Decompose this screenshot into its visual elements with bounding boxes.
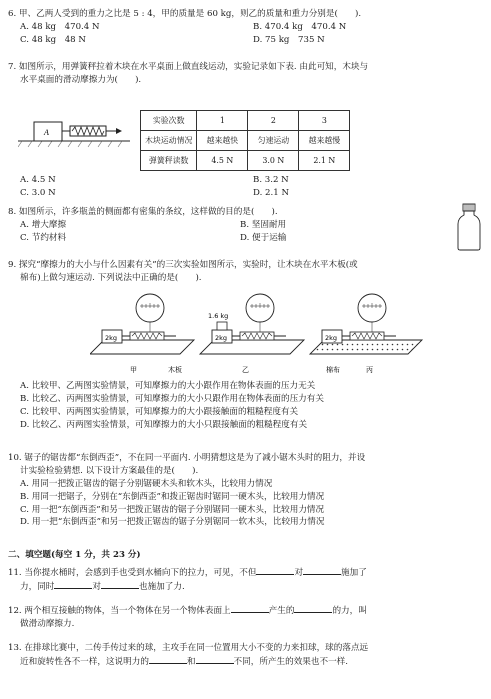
table-row: [141, 151, 350, 171]
mass-label-1: 2kg: [105, 334, 118, 342]
label-bing: 丙: [366, 366, 373, 374]
q6-option-c[interactable]: C. 48 kg 48 N: [20, 34, 86, 45]
question-8: [8, 206, 486, 245]
q12-text: 的力，叫: [332, 606, 367, 616]
question-10: [8, 452, 486, 529]
q12-text: 做滑动摩擦力.: [20, 618, 75, 629]
label-mianbu: 棉布: [326, 366, 340, 374]
table-cell: 木块运动情况: [141, 131, 197, 151]
label-muban: 木板: [168, 366, 182, 374]
q11-blank-1[interactable]: [256, 566, 294, 575]
q7-option-b[interactable]: B. 3.2 N: [253, 175, 289, 185]
question-6-stem: 6. 甲、乙两人受到的重力之比是 5 : 4，甲的质量是 60 kg，则乙的质量和重力分别是( ).: [8, 9, 362, 19]
q10-option-b[interactable]: B. 用同一把锯子，分别在“东倒西歪”和拨正锯齿时锯同一硬木头，比较用力情况: [20, 491, 325, 502]
table-cell: 越来越快: [197, 131, 248, 151]
q9-option-c[interactable]: C. 比较甲、丙两图实验情景，可知摩擦力的大小跟接触面的粗糙程度有关: [20, 406, 299, 417]
question-10-stem-line1: 10. 锯子的锯齿都“东倒西歪”，不在同一平面内. 小明猜想这是为了减小锯木头时的阻力，并设: [8, 453, 366, 463]
section-fill-in-title: 二、填空题(每空 1 分，共 23 分): [8, 550, 141, 560]
table-header: 3: [299, 111, 350, 131]
panel-jia: [90, 294, 194, 374]
question-11: [8, 566, 486, 594]
table-header: 2: [248, 111, 299, 131]
question-13: [8, 642, 486, 669]
panel-yi: [200, 294, 304, 374]
q12-text: 12. 两个相互接触的物体，当一个物体在另一个物体表面上: [8, 606, 231, 616]
label-jia: 甲: [130, 366, 137, 374]
q12-text: 产生的: [268, 606, 295, 616]
table-cell: 弹簧秤读数: [141, 151, 197, 171]
mass-label-3: 2kg: [325, 334, 338, 342]
q6-option-a[interactable]: A. 48 kg 470.4 N: [20, 21, 100, 32]
q11-text: 11. 当你提水桶时，会感到手也受到水桶向下的拉力，可见，不但: [8, 568, 257, 578]
q9-option-d[interactable]: D. 比较乙、丙两图实验情景，可知摩擦力的大小只跟接触面的粗糙程度有关: [20, 419, 308, 430]
q13-blank-2[interactable]: [196, 655, 234, 664]
q11-blank-3[interactable]: [54, 580, 92, 589]
q8-option-a[interactable]: A. 增大摩擦: [20, 219, 67, 230]
mass-label-2: 2kg: [215, 334, 228, 342]
table-cell: 4.5 N: [197, 151, 248, 171]
table-row: [141, 131, 350, 151]
question-9: [8, 259, 486, 285]
question-12: [8, 604, 486, 631]
q10-option-a[interactable]: A. 用同一把拨正锯齿的锯子分别锯硬木头和软木头，比较用力情况: [20, 478, 273, 489]
q11-text: 也施加了力.: [139, 581, 185, 592]
q13-text: 13. 在排球比赛中，二传手传过来的球，主攻手在同一位置用大小不变的力来扣球，球的落点远: [8, 643, 369, 653]
q11-text: 对: [92, 581, 101, 592]
question-7-stem-line2: 水平桌面的滑动摩擦力为( ).: [20, 74, 142, 85]
q9-friction-experiment-figure: [90, 292, 430, 378]
question-8-stem: 8. 如图所示，许多瓶盖的侧面都有密集的条纹，这样做的目的是( ).: [8, 207, 278, 217]
question-9-stem-line1: 9. 探究“摩擦力的大小与什么因素有关”的三次实验如图所示，实验时，让木块在水平木板(或: [8, 260, 358, 270]
question-9-options: [8, 380, 486, 432]
q12-blank-1[interactable]: [231, 604, 269, 613]
label-yi: 乙: [242, 366, 249, 374]
panel-bing: [310, 294, 422, 374]
q13-text: 和: [186, 656, 196, 667]
q11-blank-2[interactable]: [303, 566, 341, 575]
q8-option-d[interactable]: D. 便于运输: [240, 232, 287, 243]
table-header: 实验次数: [141, 111, 197, 131]
q10-option-d[interactable]: D. 用一把“东倒西歪”和另一把拨正锯齿的锯子分别锯同一软木头，比较用力情况: [20, 517, 325, 528]
table-cell: 2.1 N: [299, 151, 350, 171]
question-10-stem-line2: 计实验检验猜想. 以下设计方案最佳的是( ).: [20, 465, 199, 476]
q10-option-c[interactable]: C. 用一把“东倒西歪”和另一把拨正锯齿的锯子分别锯同一硬木头，比较用力情况: [20, 504, 325, 515]
q6-option-d[interactable]: D. 75 kg 735 N: [253, 34, 325, 45]
question-9-stem-line2: 棉布)上做匀速运动. 下列说法中正确的是( ).: [20, 272, 202, 283]
q7-option-d[interactable]: D. 2.1 N: [253, 187, 289, 198]
block-label: A: [44, 128, 49, 137]
q9-option-b[interactable]: B. 比较乙、丙两图实验情景，可知摩擦力的大小只跟作用在物体表面的压力有关: [20, 393, 324, 404]
weight-label: 1.6 kg: [208, 312, 229, 320]
q11-text: 对: [294, 568, 304, 578]
q7-experiment-table: [140, 110, 350, 171]
q9-option-a[interactable]: A. 比较甲、乙两图实验情景，可知摩擦力的大小跟作用在物体表面的压力无关: [20, 381, 316, 391]
q11-text: 施加了: [341, 568, 367, 578]
table-cell: 3.0 N: [248, 151, 299, 171]
question-7: [8, 61, 486, 87]
q7-option-c[interactable]: C. 3.0 N: [20, 187, 56, 198]
table-cell: 越来越慢: [299, 131, 350, 151]
q12-blank-2[interactable]: [294, 604, 332, 613]
q7-block-spring-figure: [18, 114, 136, 154]
q6-option-b[interactable]: B. 470.4 kg 470.4 N: [253, 21, 347, 32]
question-7-options: [8, 174, 486, 200]
q13-text: 近和旋转性各不一样，这说明力的: [20, 656, 149, 667]
question-7-stem-line1: 7. 如图所示，用弹簧秤拉着木块在水平桌面上做直线运动，实验记录如下表. 由此可知，木块与: [8, 62, 369, 72]
q13-blank-1[interactable]: [149, 655, 187, 664]
q13-text: 不同，所产生的效果也不一样.: [233, 656, 348, 667]
bottle-cap-icon: [455, 202, 483, 252]
q8-option-b[interactable]: B. 坚固耐用: [240, 219, 287, 230]
q11-blank-4[interactable]: [101, 580, 139, 589]
q11-text: 力，同时: [20, 581, 55, 592]
table-cell: 匀速运动: [248, 131, 299, 151]
q7-option-a[interactable]: A. 4.5 N: [20, 175, 56, 185]
table-header: 1: [197, 111, 248, 131]
q8-option-c[interactable]: C. 节约材料: [20, 232, 67, 243]
question-6: [8, 8, 486, 47]
